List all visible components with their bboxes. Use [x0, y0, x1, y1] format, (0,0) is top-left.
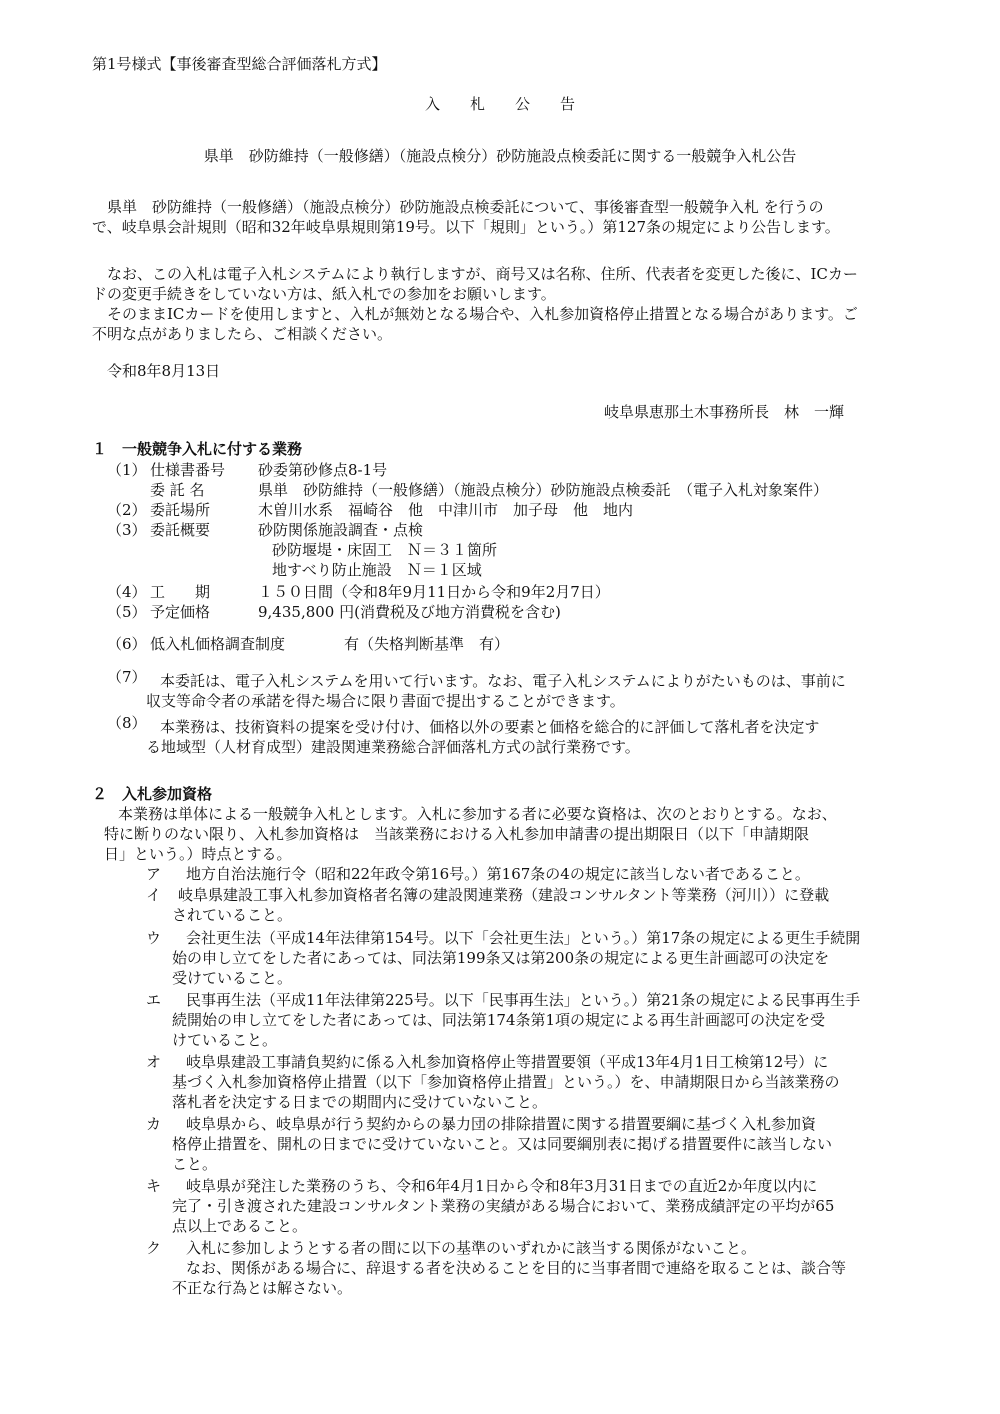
bid-notice-page: 第1号様式【事後審査型総合評価落札方式】 入 札 公 告 県単 砂防維持（一般修繕）（施設点検分）砂防施設点検委託に関する一般競争入札公告 県単 砂防維持（一般修繕）（施設点検分）砂防施設点検委託について、事後審査型一般競争入札 を行うの で、岐阜県会計規則（昭和32年岐阜県規則第19号。以下「規則」という。）第127条の規定により公告します。 なお、この入札は電子入札システムにより執行しますが、商号又は名称、住所、代表者を変更した後に、ICカー ドの変更手続きをしていない方は、紙入札での参加をお願いします。 そのままICカードを使用しますと、入札が無効となる場合や、入札参加資格停止措置となる場合があります。ご 不明な点がありましたら、ご相談ください。 令和8年8月13日 岐阜県恵那土木事務所長 林 一輝 １ 一般競争入札に付する業務 （1） 仕様書番号 砂委第砂修点8-1号 委 託 名 県単 砂防維持（一般修繕）（施設点検分）砂防施設点検委託 （電子入札対象案件） （2） 委託場所 木曽川水系 福崎谷 他 中津川市 加子母 他 地内 （3） 委託概要 砂防関係施設調査・点検 砂防堰堤・床固工 Ｎ＝３１箇所 地すべり防止施設 Ｎ＝１区域 （4） 工 期 １５０日間（令和8年9月11日から令和9年2月7日） （5） 予定価格 9,435,800 円(消費税及び地方消費税を含む) （6） 低入札価格調査制度 有（失格判断基準 有） （7） 本委託は、電子入札システムを用いて行います。なお、電子入札システムによりがたいものは、事前に 収支等命令者の承諾を得た場合に限り書面で提出することができます。 （8） 本業務は、技術資料の提案を受け付け、価格以外の要素と価格を総合的に評価して落札者を決定す る地域型（人材育成型）建設関連業務総合評価落札方式の試行業務です。 ２ 入札参加資格 本業務は単体による一般競争入札とします。入札に参加する者に必要な資格は、次のとおりとする。なお、 特に断りのない限り、入札参加資格は 当該業務における入札参加申請書の提出期限日（以下「申請期限 日」という。）時点とする。 ア 地方自治法施行令（昭和22年政令第16号。）第167条の4の規定に該当しない者であること。 イ 岐阜県建設工事入札参加資格者名簿の建設関連業務（建設コンサルタント等業務（河川））に登載 されていること。 ウ 会社更生法（平成14年法律第154号。以下「会社更生法」という。）第17条の規定による更生手続開 始の申し立てをした者にあっては、同法第199条又は第200条の規定による更生計画認可の決定を 受けていること。 エ 民事再生法（平成11年法律第225号。以下「民事再生法」という。）第21条の規定による民事再生手 続開始の申し立てをした者にあっては、同法第174条第1項の規定による再生計画認可の決定を受 けていること。 オ 岐阜県建設工事請負契約に係る入札参加資格停止等措置要領（平成13年4月1日工検第12号）に 基づく入札参加資格停止措置（以下「参加資格停止措置」という。）を、申請期限日から当該業務の 落札者を決定する日までの期間内に受けていないこと。 カ 岐阜県から、岐阜県が行う契約からの暴力団の排除措置に関する措置要綱に基づく入札参加資 格停止措置を、開札の日までに受けていないこと。又は同要綱別表に掲げる措置要件に該当しない こと。 キ 岐阜県が発注した業務のうち、令和6年4月1日から令和8年3月31日までの直近2か年度以内に 完了・引き渡された建設コンサルタント業務の実績がある場合において、業務成績評定の平均が65 点以上であること。 ク 入札に参加しようとする者の間に以下の基準のいずれかに該当する関係がないこと。 なお、関係がある場合に、辞退する者を決めることを目的に当事者間で連絡を取ることは、談合等 不正な行為とは解さない。 [0, 0, 1000, 1414]
section1-heading: １ 一般競争入札に付する業務 [92, 440, 303, 458]
document-title: 入 札 公 告 [424, 95, 575, 113]
section1-item: 砂防堰堤・床固工 Ｎ＝３１箇所 [272, 541, 498, 559]
issuer-name: 岐阜県恵那土木事務所長 林 一輝 [604, 403, 845, 421]
section1-item: 地すべり防止施設 Ｎ＝１区域 [272, 561, 482, 579]
section2-heading: ２ 入札参加資格 [92, 785, 213, 803]
notice-date: 令和8年8月13日 [107, 362, 221, 380]
document-subtitle: 県単 砂防維持（一般修繕）（施設点検分）砂防施設点検委託に関する一般競争入札公告 [203, 147, 797, 165]
form-label: 第1号様式【事後審査型総合評価落札方式】 [92, 55, 387, 73]
